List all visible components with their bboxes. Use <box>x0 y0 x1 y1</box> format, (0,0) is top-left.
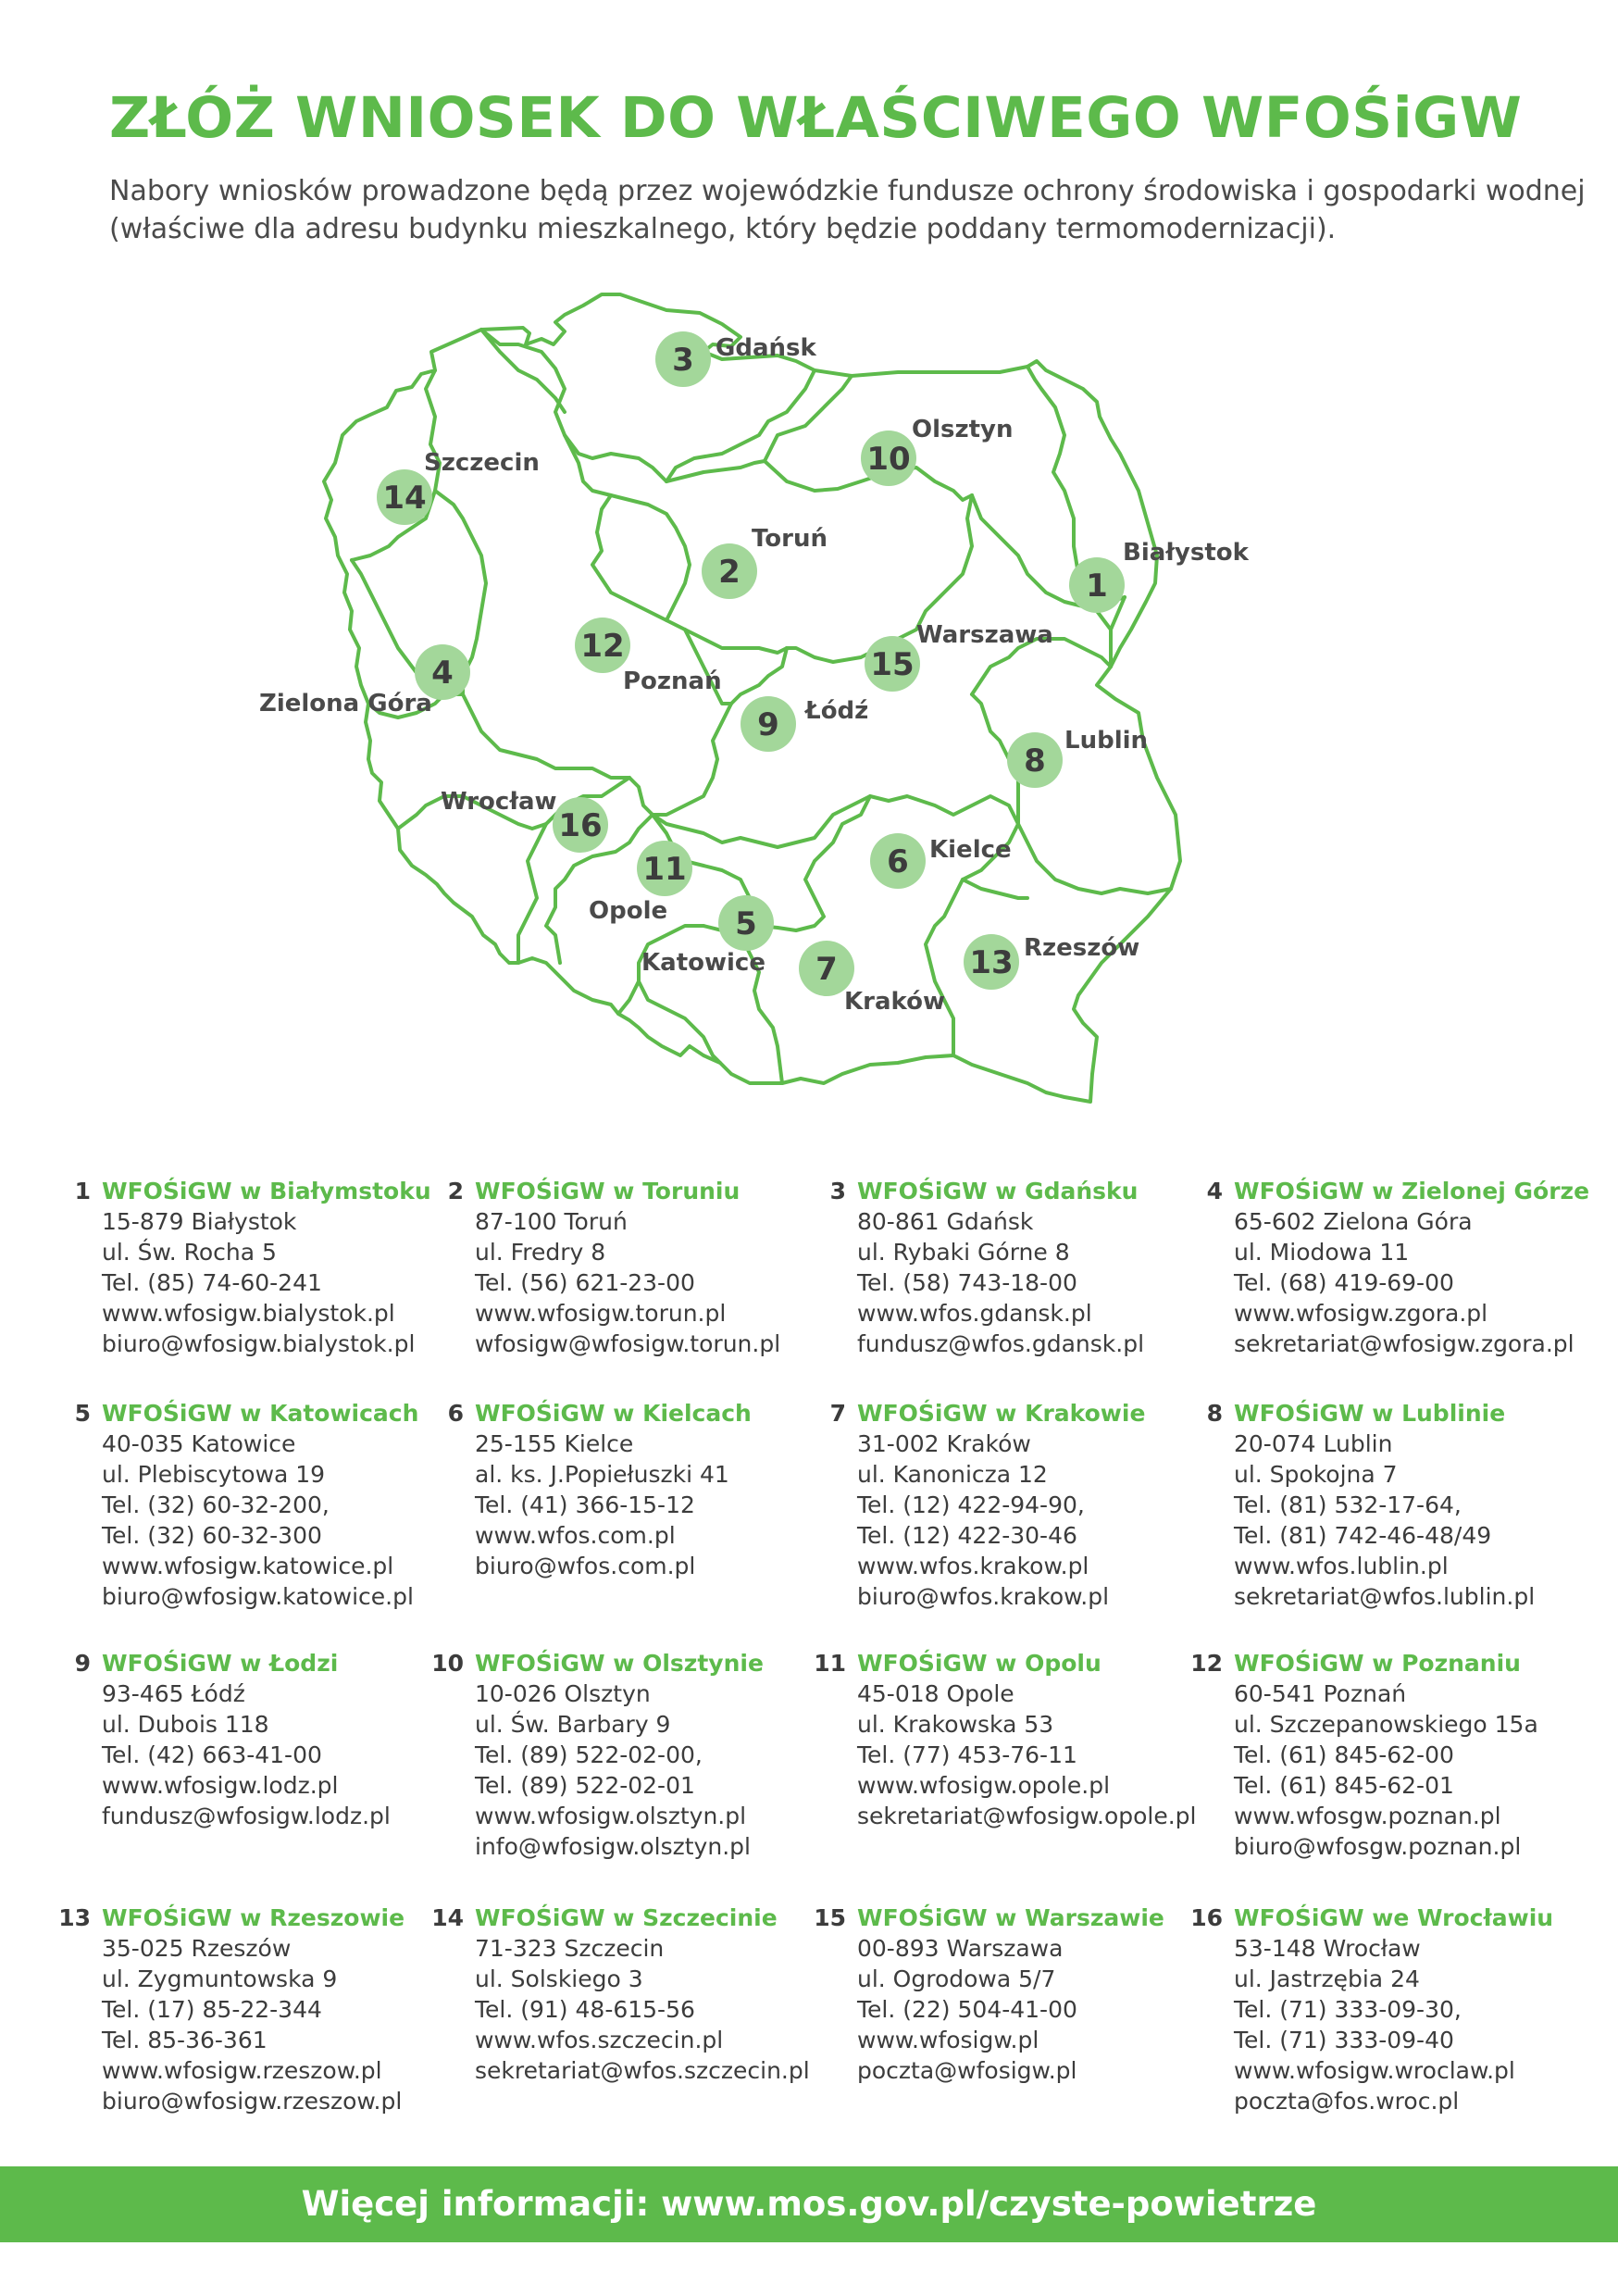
entry-website: www.wfosigw.torun.pl <box>475 1300 727 1327</box>
entry-street: ul. Plebiscytowa 19 <box>102 1461 326 1488</box>
marker-number: 12 <box>580 628 625 665</box>
entry-phone: Tel. (12) 422-30-46 <box>857 1522 1077 1549</box>
entry-postal-city: 60-541 Poznań <box>1234 1680 1407 1707</box>
entry-email: biuro@wfosigw.katowice.pl <box>102 1583 414 1610</box>
entry-website: www.wfos.com.pl <box>475 1522 676 1549</box>
marker-number: 1 <box>1086 568 1108 605</box>
map-marker-8 <box>1007 727 1148 788</box>
entry-phone: Tel. (41) 366-15-12 <box>475 1491 695 1518</box>
fund-entry-2 <box>447 1176 845 1359</box>
entry-heading: WFOŚiGW w Łodzi <box>102 1650 339 1677</box>
map-marker-9 <box>741 696 868 752</box>
city-label: Warszawa <box>916 621 1053 649</box>
entry-website: www.wfosigw.zgora.pl <box>1234 1300 1488 1327</box>
entry-website: www.wfosgw.poznan.pl <box>1234 1803 1501 1829</box>
entry-phone: Tel. 85-36-361 <box>102 2027 268 2053</box>
map-marker-1 <box>1069 539 1250 613</box>
entry-number: 3 <box>829 1178 846 1204</box>
entry-postal-city: 31-002 Kraków <box>857 1430 1031 1457</box>
entry-website: www.wfos.gdansk.pl <box>857 1300 1092 1327</box>
entry-postal-city: 65-602 Zielona Góra <box>1234 1208 1473 1235</box>
city-label: Poznań <box>623 668 722 695</box>
map-markers <box>259 331 1250 1016</box>
footer-banner <box>0 2166 1618 2242</box>
entry-heading: WFOŚiGW w Rzeszowie <box>102 1904 405 1931</box>
entry-email: sekretariat@wfos.lublin.pl <box>1234 1583 1536 1610</box>
city-label: Kraków <box>844 988 945 1016</box>
entry-email: poczta@fos.wroc.pl <box>1234 2088 1460 2115</box>
entry-street: ul. Jastrzębia 24 <box>1234 1965 1420 1992</box>
entry-heading: WFOŚiGW w Lublinie <box>1234 1400 1506 1427</box>
entry-website: www.wfosigw.wroclaw.pl <box>1234 2057 1515 2084</box>
entry-phone: Tel. (91) 48-615-56 <box>475 1996 695 2023</box>
entry-postal-city: 93-465 Łódź <box>102 1680 245 1707</box>
entry-phone: Tel. (89) 522-02-00, <box>475 1741 703 1768</box>
marker-number: 15 <box>870 646 915 683</box>
entry-website: www.wfosigw.bialystok.pl <box>102 1300 395 1327</box>
fund-entry-6 <box>447 1398 845 1581</box>
entry-number: 11 <box>814 1650 846 1677</box>
marker-number: 2 <box>718 554 741 591</box>
fund-entry-4 <box>1206 1176 1604 1359</box>
map-marker-3 <box>655 331 816 387</box>
entry-email: fundusz@wfos.gdansk.pl <box>857 1330 1145 1357</box>
entry-number: 5 <box>74 1400 91 1427</box>
fund-entry-7 <box>829 1398 1227 1612</box>
entry-street: ul. Solskiego 3 <box>475 1965 643 1992</box>
entry-heading: WFOŚiGW w Olsztynie <box>475 1650 764 1677</box>
entry-heading: WFOŚiGW w Szczecinie <box>475 1904 778 1931</box>
entry-phone: Tel. (68) 419-69-00 <box>1234 1269 1454 1296</box>
entry-postal-city: 45-018 Opole <box>857 1680 1014 1707</box>
entry-email: biuro@wfosigw.bialystok.pl <box>102 1330 416 1357</box>
entry-number: 2 <box>447 1178 464 1204</box>
entry-phone: Tel. (32) 60-32-300 <box>102 1522 322 1549</box>
entry-phone: Tel. (12) 422-94-90, <box>857 1491 1085 1518</box>
entry-email: info@wfosigw.olsztyn.pl <box>475 1833 751 1860</box>
entry-website: www.wfos.lublin.pl <box>1234 1553 1449 1579</box>
entry-website: www.wfosigw.lodz.pl <box>102 1772 339 1799</box>
city-label: Białystok <box>1123 539 1249 567</box>
entry-number: 1 <box>74 1178 91 1204</box>
marker-number: 8 <box>1024 742 1046 780</box>
entry-heading: WFOŚiGW w Warszawie <box>857 1904 1164 1931</box>
city-label: Wrocław <box>441 788 557 816</box>
entry-street: ul. Krakowska 53 <box>857 1711 1054 1738</box>
fund-entry-13 <box>58 1903 472 2116</box>
entry-phone: Tel. (42) 663-41-00 <box>102 1741 322 1768</box>
entry-email: wfosigw@wfosigw.torun.pl <box>475 1330 781 1357</box>
entry-email: poczta@wfosigw.pl <box>857 2057 1077 2084</box>
entry-number: 6 <box>447 1400 464 1427</box>
entry-email: biuro@wfosgw.poznan.pl <box>1234 1833 1522 1860</box>
intro-line-2: (właściwe dla adresu budynku mieszkalnego, który będzie poddany termomodernizacji). <box>109 213 1337 245</box>
entry-street: ul. Szczepanowskiego 15a <box>1234 1711 1538 1738</box>
entry-number: 4 <box>1206 1178 1223 1204</box>
map-marker-13 <box>964 934 1139 990</box>
map-marker-16 <box>441 788 608 853</box>
city-label: Lublin <box>1064 727 1149 755</box>
entry-postal-city: 25-155 Kielce <box>475 1430 634 1457</box>
entry-postal-city: 10-026 Olsztyn <box>475 1680 651 1707</box>
fund-entry-12 <box>1190 1648 1604 1862</box>
entry-street: ul. Kanonicza 12 <box>857 1461 1048 1488</box>
marker-number: 5 <box>735 905 757 942</box>
entry-street: ul. Św. Rocha 5 <box>102 1239 277 1266</box>
entry-number: 9 <box>74 1650 91 1677</box>
entry-phone: Tel. (85) 74-60-241 <box>102 1269 322 1296</box>
entry-heading: WFOŚiGW w Toruniu <box>475 1178 741 1204</box>
entry-website: www.wfosigw.olsztyn.pl <box>475 1803 747 1829</box>
fund-entry-5 <box>74 1398 472 1612</box>
entry-heading: WFOŚiGW w Gdańsku <box>857 1178 1139 1204</box>
entry-phone: Tel. (89) 522-02-01 <box>475 1772 695 1799</box>
fund-entry-9 <box>74 1648 472 1831</box>
entry-postal-city: 71-323 Szczecin <box>475 1935 665 1962</box>
fund-entry-16 <box>1190 1903 1604 2116</box>
entry-website: www.wfosigw.pl <box>857 2027 1039 2053</box>
entry-email: biuro@wfosigw.rzeszow.pl <box>102 2088 403 2115</box>
entry-postal-city: 35-025 Rzeszów <box>102 1935 292 1962</box>
marker-number: 11 <box>642 851 687 888</box>
city-label: Toruń <box>752 525 828 553</box>
entry-number: 7 <box>829 1400 846 1427</box>
entry-street: ul. Św. Barbary 9 <box>475 1711 671 1738</box>
fund-entry-15 <box>814 1903 1227 2086</box>
entry-email: biuro@wfos.com.pl <box>475 1553 696 1579</box>
marker-number: 4 <box>431 655 454 692</box>
entry-website: www.wfos.krakow.pl <box>857 1553 1089 1579</box>
marker-number: 7 <box>815 951 838 988</box>
entry-email: sekretariat@wfosigw.opole.pl <box>857 1803 1197 1829</box>
fund-entry-14 <box>431 1903 845 2086</box>
entry-heading: WFOŚiGW w Poznaniu <box>1234 1650 1521 1677</box>
entry-number: 12 <box>1190 1650 1223 1677</box>
entry-street: al. ks. J.Popiełuszki 41 <box>475 1461 729 1488</box>
entry-website: www.wfos.szczecin.pl <box>475 2027 724 2053</box>
entry-phone: Tel. (71) 333-09-40 <box>1234 2027 1454 2053</box>
marker-number: 9 <box>757 706 779 743</box>
entry-street: ul. Dubois 118 <box>102 1711 269 1738</box>
map-marker-2 <box>702 525 828 599</box>
entry-phone: Tel. (22) 504-41-00 <box>857 1996 1077 2023</box>
city-label: Szczecin <box>424 449 540 477</box>
entry-number: 15 <box>814 1904 846 1931</box>
entry-street: ul. Miodowa 11 <box>1234 1239 1410 1266</box>
fund-entry-3 <box>829 1176 1227 1359</box>
entry-number: 8 <box>1206 1400 1223 1427</box>
entry-email: biuro@wfos.krakow.pl <box>857 1583 1110 1610</box>
entry-phone: Tel. (77) 453-76-11 <box>857 1741 1077 1768</box>
entry-email: sekretariat@wfosigw.zgora.pl <box>1234 1330 1574 1357</box>
map-marker-6 <box>870 833 1012 889</box>
entry-postal-city: 15-879 Białystok <box>102 1208 297 1235</box>
entry-phone: Tel. (81) 742-46-48/49 <box>1234 1522 1492 1549</box>
map-marker-10 <box>861 416 1014 486</box>
map-marker-7 <box>799 941 945 1016</box>
fund-entry-8 <box>1206 1398 1604 1612</box>
entry-heading: WFOŚiGW we Wrocławiu <box>1234 1904 1554 1931</box>
entry-heading: WFOŚiGW w Kielcach <box>475 1400 752 1427</box>
city-label: Łódź <box>805 697 869 725</box>
entry-heading: WFOŚiGW w Białymstoku <box>102 1178 431 1204</box>
entry-phone: Tel. (81) 532-17-64, <box>1234 1491 1462 1518</box>
marker-number: 14 <box>382 480 427 517</box>
entry-heading: WFOŚiGW w Zielonej Górze <box>1234 1178 1590 1204</box>
city-label: Zielona Góra <box>259 690 432 718</box>
marker-number: 10 <box>866 441 911 478</box>
map-marker-15 <box>865 621 1053 692</box>
entry-phone: Tel. (71) 333-09-30, <box>1234 1996 1462 2023</box>
entry-phone: Tel. (32) 60-32-200, <box>102 1491 330 1518</box>
entry-heading: WFOŚiGW w Katowicach <box>102 1400 419 1427</box>
entry-number: 13 <box>58 1904 91 1931</box>
entry-street: ul. Spokojna 7 <box>1234 1461 1398 1488</box>
entry-email: sekretariat@wfos.szczecin.pl <box>475 2057 810 2084</box>
entry-website: www.wfosigw.rzeszow.pl <box>102 2057 382 2084</box>
marker-number: 16 <box>558 807 603 844</box>
entry-heading: WFOŚiGW w Opolu <box>857 1650 1101 1677</box>
city-label: Kielce <box>929 836 1012 864</box>
entry-website: www.wfosigw.katowice.pl <box>102 1553 394 1579</box>
entry-number: 10 <box>431 1650 464 1677</box>
entry-website: www.wfosigw.opole.pl <box>857 1772 1111 1799</box>
entry-street: ul. Fredry 8 <box>475 1239 606 1266</box>
fund-entry-1 <box>74 1176 472 1359</box>
city-label: Rzeszów <box>1024 934 1140 962</box>
entry-phone: Tel. (56) 621-23-00 <box>475 1269 695 1296</box>
city-label: Gdańsk <box>716 334 816 362</box>
fund-entry-10 <box>431 1648 845 1862</box>
entry-street: ul. Rybaki Górne 8 <box>857 1239 1070 1266</box>
entry-heading: WFOŚiGW w Krakowie <box>857 1400 1146 1427</box>
intro-line-1: Nabory wniosków prowadzone będą przez wojewódzkie fundusze ochrony środowiska i gospodarki wodnej <box>109 175 1586 207</box>
entry-number: 14 <box>431 1904 464 1931</box>
map-marker-4 <box>259 644 470 718</box>
city-label: Katowice <box>641 949 765 977</box>
marker-number: 3 <box>672 342 694 379</box>
entry-postal-city: 53-148 Wrocław <box>1234 1935 1421 1962</box>
entry-postal-city: 40-035 Katowice <box>102 1430 296 1457</box>
entry-postal-city: 80-861 Gdańsk <box>857 1208 1034 1235</box>
entry-phone: Tel. (17) 85-22-344 <box>102 1996 322 2023</box>
marker-number: 6 <box>887 843 909 880</box>
footer-text: Więcej informacji: www.mos.gov.pl/czyste-powietrze <box>301 2184 1317 2224</box>
entry-street: ul. Zygmuntowska 9 <box>102 1965 338 1992</box>
entry-street: ul. Ogrodowa 5/7 <box>857 1965 1056 1992</box>
entry-number: 16 <box>1190 1904 1223 1931</box>
entry-phone: Tel. (61) 845-62-01 <box>1234 1772 1454 1799</box>
city-label: Opole <box>589 897 668 925</box>
entry-phone: Tel. (58) 743-18-00 <box>857 1269 1077 1296</box>
entry-postal-city: 87-100 Toruń <box>475 1208 628 1235</box>
entry-phone: Tel. (61) 845-62-00 <box>1234 1741 1454 1768</box>
entry-email: fundusz@wfosigw.lodz.pl <box>102 1803 391 1829</box>
city-label: Olsztyn <box>912 416 1014 443</box>
marker-number: 13 <box>969 944 1014 981</box>
entry-postal-city: 20-074 Lublin <box>1234 1430 1393 1457</box>
fund-entry-11 <box>814 1648 1227 1831</box>
entry-postal-city: 00-893 Warszawa <box>857 1935 1064 1962</box>
page-title: ZŁÓŻ WNIOSEK DO WŁAŚCIWEGO WFOŚiGW <box>109 85 1523 151</box>
